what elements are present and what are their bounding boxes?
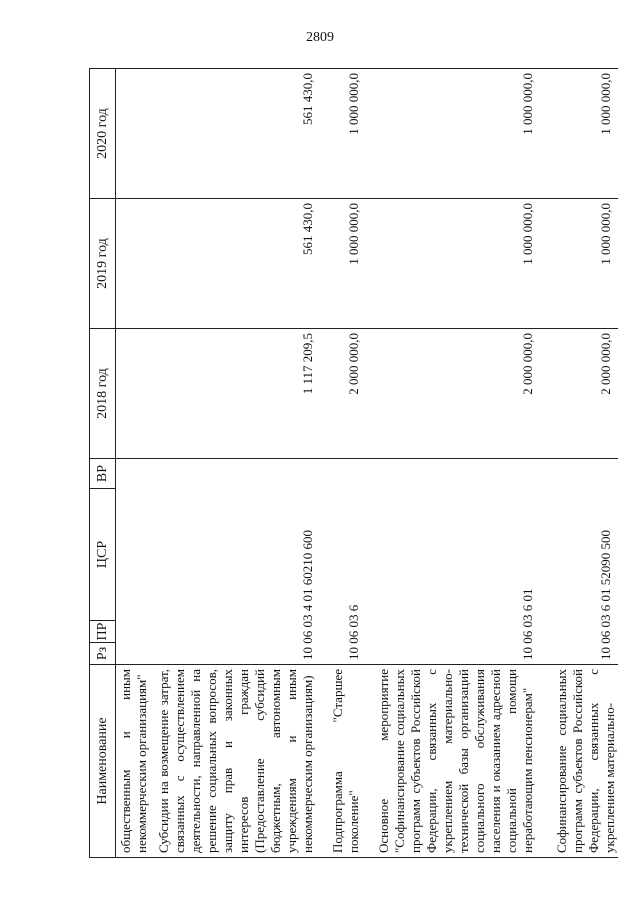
row-2018: 2 000 000,0 — [366, 329, 540, 459]
row-2020: 1 000 000,0 — [320, 69, 366, 199]
row-2019: 1 000 000,0 — [540, 199, 618, 329]
header-pr: ПР — [90, 621, 116, 643]
header-2019: 2019 год — [90, 199, 116, 329]
rotated-table-container — [89, 68, 617, 858]
table-header-row — [90, 69, 116, 858]
row-2020 — [116, 69, 155, 199]
row-2019: 1 000 000,0 — [366, 199, 540, 329]
header-2018: 2018 год — [90, 329, 116, 459]
header-rz: Рз — [90, 643, 116, 665]
row-2018: 2 000 000,0 — [320, 329, 366, 459]
row-code: 10 06 03 6 01 52090 500 — [540, 459, 618, 665]
row-2018: 2 000 000,0 — [540, 329, 618, 459]
row-name: Софинансирование социальных программ субъектов Российской Федерации, связанных с укреплением материально- — [540, 665, 618, 858]
table-row — [116, 69, 155, 858]
table-row — [320, 69, 366, 858]
header-name: Наименование — [90, 665, 116, 858]
row-2019: 1 000 000,0 — [320, 199, 366, 329]
row-2020: 561 430,0 — [154, 69, 320, 199]
row-name: Основное мероприятие "Софинансирование социальных программ субъектов Российской Федерации, связанных с укреплением материально-технической базы организаций социального обслуживания населения и оказанием адресной социальной помощи неработающим пенсионерам" — [366, 665, 540, 858]
table-row — [154, 69, 320, 858]
row-code: 10 06 03 6 — [320, 459, 366, 665]
header-2020: 2020 год — [90, 69, 116, 199]
row-code — [116, 459, 155, 665]
row-code: 10 06 03 4 01 60210 600 — [154, 459, 320, 665]
row-name: Субсидии на возмещение затрат, связанных с осуществлением деятельности, направленной на решение социальных вопросов, защиту прав и законных интересов граждан (Предоставление субсидий бюджетным, автономным учреждениям и иным некоммерческим организациям) — [154, 665, 320, 858]
row-name: Подпрограмма "Старшее поколение" — [320, 665, 366, 858]
table-row — [540, 69, 618, 858]
row-code: 10 06 03 6 01 — [366, 459, 540, 665]
budget-table — [89, 68, 618, 858]
row-2018 — [116, 329, 155, 459]
row-2020: 1 000 000,0 — [540, 69, 618, 199]
header-csr: ЦСР — [90, 489, 116, 621]
row-name: общественным и иным некоммерческим организациям" — [116, 665, 155, 858]
row-2020: 1 000 000,0 — [366, 69, 540, 199]
header-vr: ВР — [90, 459, 116, 489]
table-row — [366, 69, 540, 858]
row-2019: 561 430,0 — [154, 199, 320, 329]
row-2018: 1 117 209,5 — [154, 329, 320, 459]
page-number: 2809 — [306, 30, 334, 45]
row-2019 — [116, 199, 155, 329]
